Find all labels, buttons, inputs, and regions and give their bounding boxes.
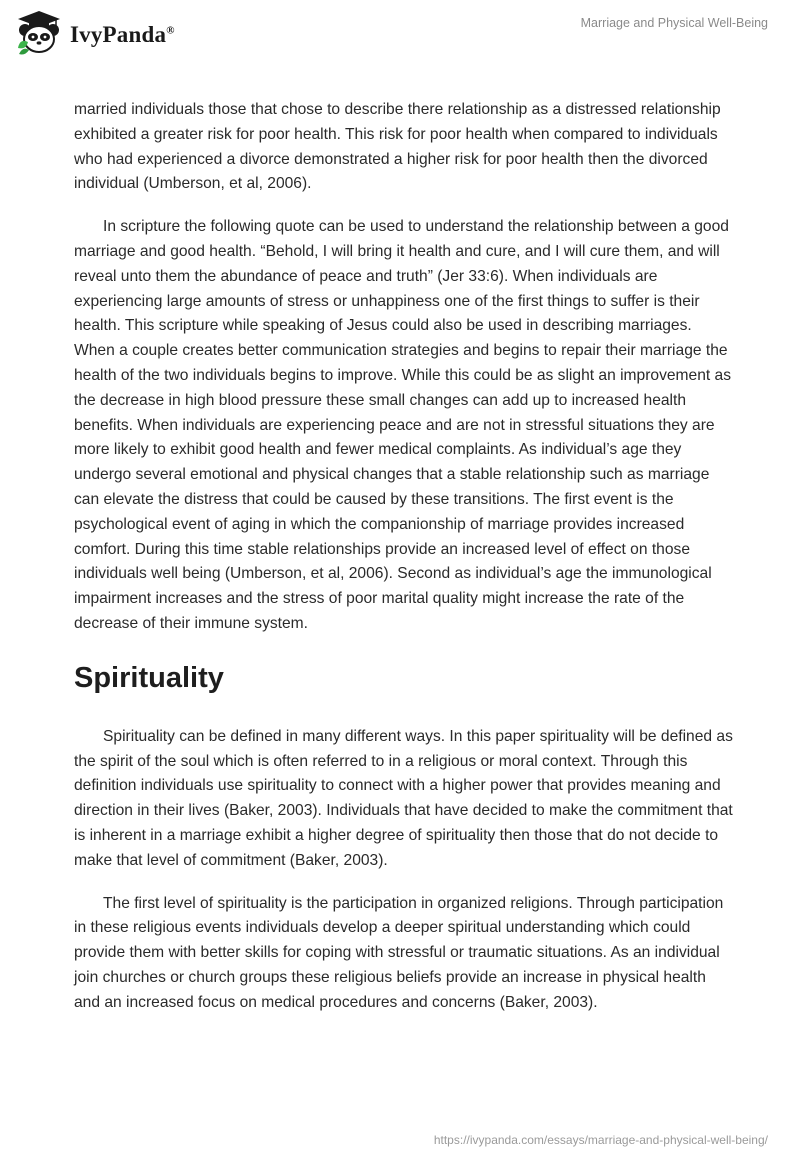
section-heading-spirituality: Spirituality — [74, 661, 224, 694]
document-title: Marriage and Physical Well-Being — [580, 16, 768, 30]
paragraph-spirituality-definition: Spirituality can be defined in many different ways. In this paper spirituality will be defined as the spirit of the soul which is often referred to in a religious or moral context. Through this definition individuals use spirituality to connect with a higher power that provides meaning and direction in their lives (Baker, 2003). Individuals that have decided to make the commitment that is inherent in a marriage exhibit a higher degree of spirituality then those that do not decide to make that level of commitment (Baker, 2003). — [74, 727, 733, 869]
panda-graduate-icon — [14, 8, 64, 58]
brand-name: IvyPanda® — [70, 22, 175, 47]
paragraph-scripture: In scripture the following quote can be used to understand the relationship between a good marriage and good health. “Behold, I will bring it health and cure, and I will cure them, and will reveal unto them the abundance of peace and truth” (Jer 33:6). When individuals are experiencing large amounts of stress or unhappiness one of the first things to suffer is their health. This scripture while speaking of Jesus could also be used in describing marriages. When a couple creates better communication strategies and begins to repair their marriage the health of the two individuals begins to improve. While this could be as slight an improvement as the decrease in high blood pressure these small changes can add up to increased health benefits. When individuals are experiencing peace and are not in stressful situations they are more likely to exhibit good health and fewer medical complaints. As individual’s age they undergo several emotional and physical changes that a stable relationship such as marriage can elevate the distress that could be caused by these transitions. The first event is the psychological event of aging in which the companionship of marriage provides increased comfort. During this time stable relationships provide an increased level of effect on those individuals well being (Umberson, et al, 2006). Second as individual’s age the immunological impairment increases and the stress of poor marital quality might increase the rate of the decrease of their immune system. — [74, 218, 732, 632]
source-url[interactable]: https://ivypanda.com/essays/marriage-and-physical-well-being/ — [433, 1133, 768, 1147]
essay-body — [74, 98, 734, 1034]
page-header — [0, 0, 800, 70]
paragraph-continuation: married individuals those that chose to describe there relationship as a distressed relationship exhibited a greater risk for poor health. This risk for poor health when compared to individuals who had experienced a divorce demonstrated a higher risk for poor health then the divorced individual (Umberson, et al, 2006). — [74, 101, 721, 193]
paragraph-organized-religion: The first level of spirituality is the participation in organized religions. Through participation in these religious events individuals develop a deeper spiritual understanding which could provide them with better skills for coping with stressful or traumatic situations. As an individual join churches or church groups these religious beliefs provide an increase in physical health and an increased focus on medical procedures and concerns (Baker, 2003). — [74, 894, 724, 1011]
ivypanda-logo[interactable] — [14, 8, 175, 58]
